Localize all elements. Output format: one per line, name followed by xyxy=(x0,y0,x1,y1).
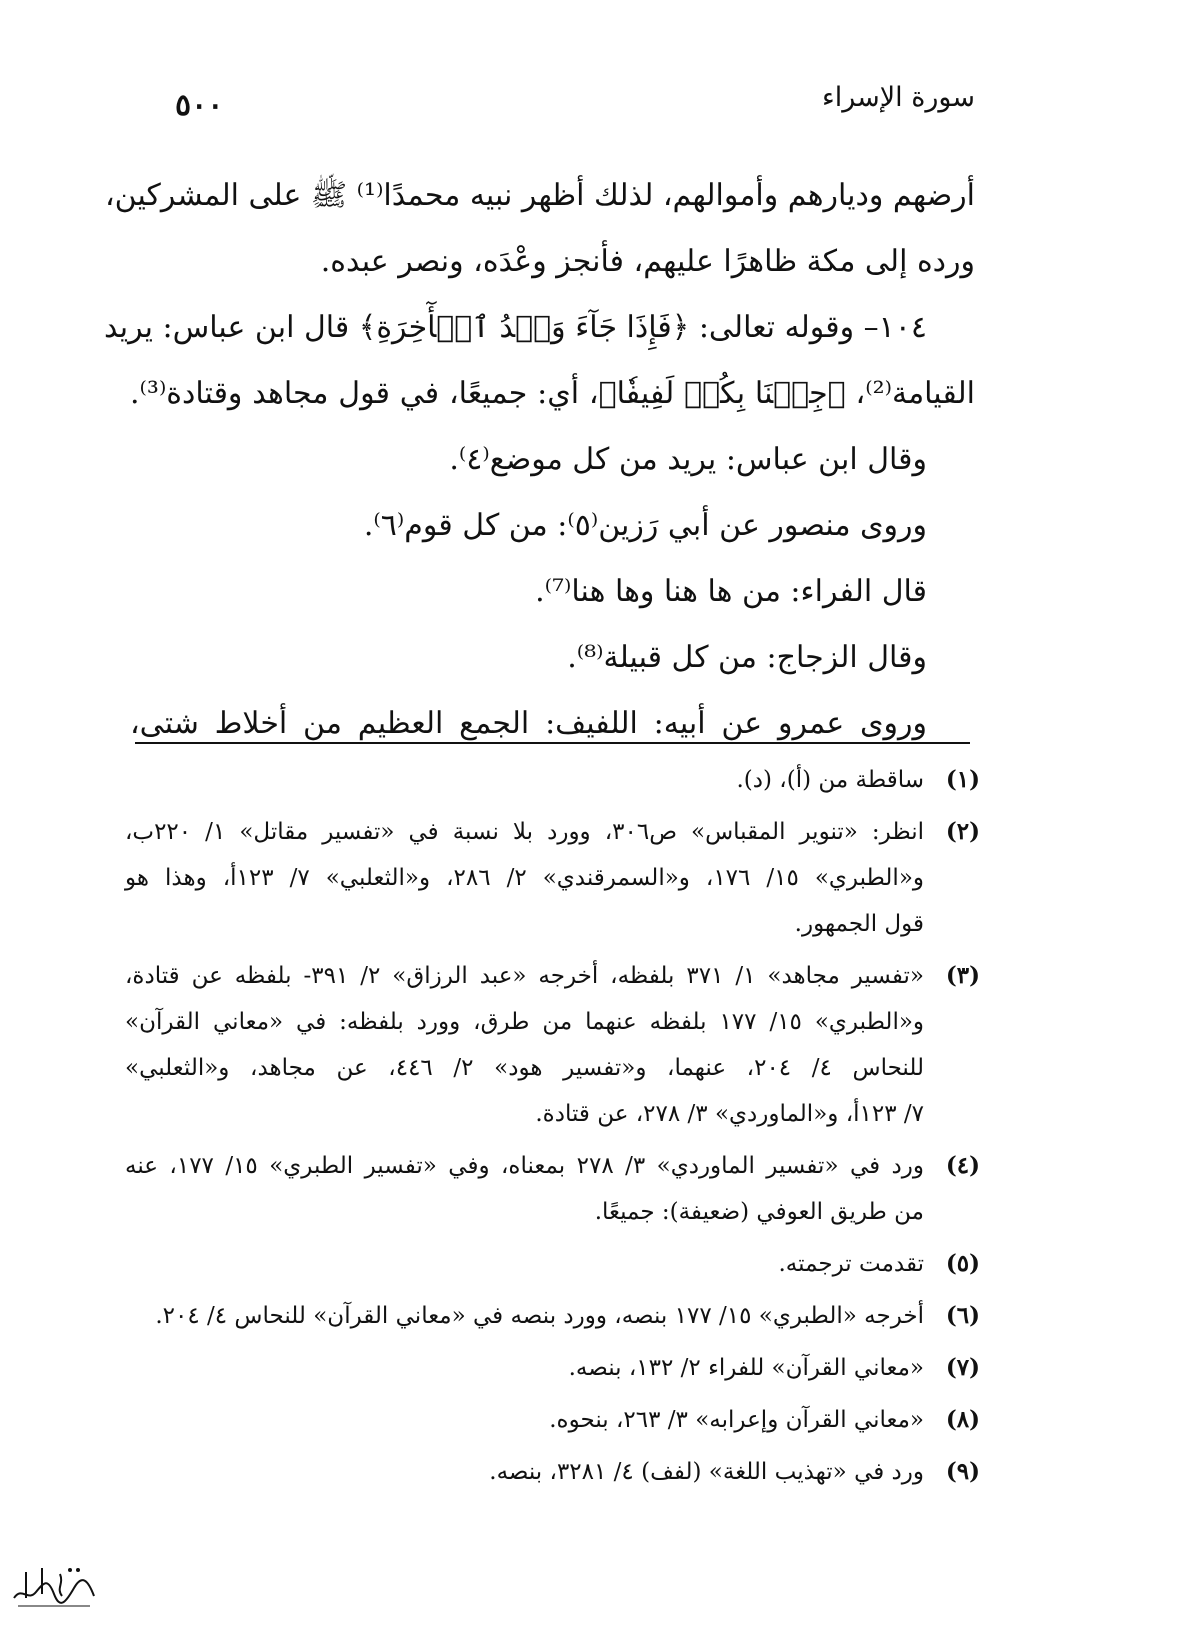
footnote-line: للنحاس ٤/ ٢٠٤، عنهما، و«تفسير هود» ٢/ ٤٤٦، عن مجاهد، و«الثعلبي» xyxy=(125,1055,924,1081)
footnote xyxy=(125,1397,980,1443)
text-line: القيامة⁽²⁾، ﴿جِئۡنَا بِكُمۡ لَفِيفٗا﴾، أي: جميعًا، في قول مجاهد وقتادة⁽³⁾. xyxy=(130,376,975,411)
footnote-body xyxy=(125,1293,924,1339)
footnotes xyxy=(125,757,980,1501)
footnote-divider xyxy=(135,742,970,744)
footnote-number: (٢) xyxy=(945,818,980,845)
footnote-body xyxy=(125,1143,924,1235)
footnote xyxy=(125,1241,980,1287)
text-line: ١٠٤– وقوله تعالى: ﴿فَإِذَا جَآءَ وَعۡدُ ٱلۡأٓخِرَةِ﴾ قال ابن عباس: يريد xyxy=(104,310,927,345)
footnote xyxy=(125,953,980,1137)
text-line: أرضهم وديارهم وأموالهم، لذلك أظهر نبيه محمدًا⁽¹⁾ ﷺ على المشركين، xyxy=(104,178,975,213)
watermark-logo xyxy=(8,1558,98,1614)
footnote-number: (٣) xyxy=(945,962,980,989)
footnote-body xyxy=(125,809,924,947)
footnote-body xyxy=(125,1241,924,1287)
footnote-line: انظر: «تنوير المقباس» ص٣٠٦، وورد بلا نسبة في «تفسير مقاتل» ١/ ٢٢٠ب، xyxy=(125,819,925,845)
footnote-number: (١) xyxy=(945,766,980,793)
footnote-line: من طريق العوفي (ضعيفة): جميعًا. xyxy=(594,1199,924,1225)
footnote-number: (٥) xyxy=(945,1250,980,1277)
footnote-line: أخرجه «الطبري» ١٥/ ١٧٧ بنصه، وورد بنصه في «معاني القرآن» للنحاس ٤/ ٢٠٤. xyxy=(155,1303,924,1329)
main-text xyxy=(104,163,975,757)
footnote-line: قول الجمهور. xyxy=(794,911,924,937)
page-number: ٥٠٠ xyxy=(175,88,224,123)
text-line: وقال الزجاج: من كل قبيلة⁽⁸⁾. xyxy=(567,640,927,675)
text-line: وقال ابن عباس: يريد من كل موضع⁽٤⁾. xyxy=(449,442,927,477)
footnote-body xyxy=(125,1397,924,1443)
footnote-number: (٨) xyxy=(945,1406,980,1433)
text-line: قال الفراء: من ها هنا وها هنا⁽⁷⁾. xyxy=(535,574,927,609)
footnote-line: «معاني القرآن» للفراء ٢/ ١٣٢، بنصه. xyxy=(568,1355,924,1381)
footnote-body xyxy=(125,1449,924,1495)
footnote-number: (٩) xyxy=(945,1458,980,1485)
footnote-line: تقدمت ترجمته. xyxy=(778,1251,924,1277)
footnote-line: «تفسير مجاهد» ١/ ٣٧١ بلفظه، أخرجه «عبد الرزاق» ٢/ ٣٩١- بلفظه عن قتادة، xyxy=(125,963,925,989)
footnote-body xyxy=(125,757,924,803)
footnote-body xyxy=(125,1345,924,1391)
footnote-number: (٤) xyxy=(945,1152,980,1179)
footnote xyxy=(125,757,980,803)
footnote xyxy=(125,809,980,947)
footnote-line: ٧/ ١٢٣أ، و«الماوردي» ٣/ ٢٧٨، عن قتادة. xyxy=(535,1101,924,1127)
text-line: وروى منصور عن أبي رَزين⁽٥⁾: من كل قوم⁽٦⁾. xyxy=(363,508,927,543)
footnote xyxy=(125,1449,980,1495)
text-line: ورده إلى مكة ظاهرًا عليهم، فأنجز وعْدَه، ونصر عبده. xyxy=(320,244,975,279)
footnote xyxy=(125,1293,980,1339)
text-line: وروى عمرو عن أبيه: اللفيف: الجمع العظيم من أخلاط شتى، xyxy=(130,706,927,741)
footnote-line: ساقطة من (أ)، (د). xyxy=(736,767,924,793)
running-header xyxy=(175,78,975,128)
footnote-line: ورد في «تهذيب اللغة» (لفف) ٤/ ٣٢٨١، بنصه. xyxy=(489,1459,924,1485)
footnote-line: و«الطبري» ١٥/ ١٧٧ بلفظه عنهما من طرق، وورد بلفظه: في «معاني القرآن» xyxy=(125,1009,925,1035)
footnote xyxy=(125,1143,980,1235)
footnote-number: (٦) xyxy=(945,1302,980,1329)
footnote-line: و«الطبري» ١٥/ ١٧٦، و«السمرقندي» ٢/ ٢٨٦، و«الثعلبي» ٧/ ١٢٣أ، وهذا هو xyxy=(125,865,924,891)
footnote-line: «معاني القرآن وإعرابه» ٣/ ٢٦٣، بنحوه. xyxy=(549,1407,924,1433)
surah-title: سورة الإسراء xyxy=(822,82,975,113)
footnote-body xyxy=(125,953,924,1137)
footnote-line: ورد في «تفسير الماوردي» ٣/ ٢٧٨ بمعناه، وفي «تفسير الطبري» ١٥/ ١٧٧، عنه xyxy=(125,1153,924,1179)
footnote-number: (٧) xyxy=(945,1354,980,1381)
footnote xyxy=(125,1345,980,1391)
